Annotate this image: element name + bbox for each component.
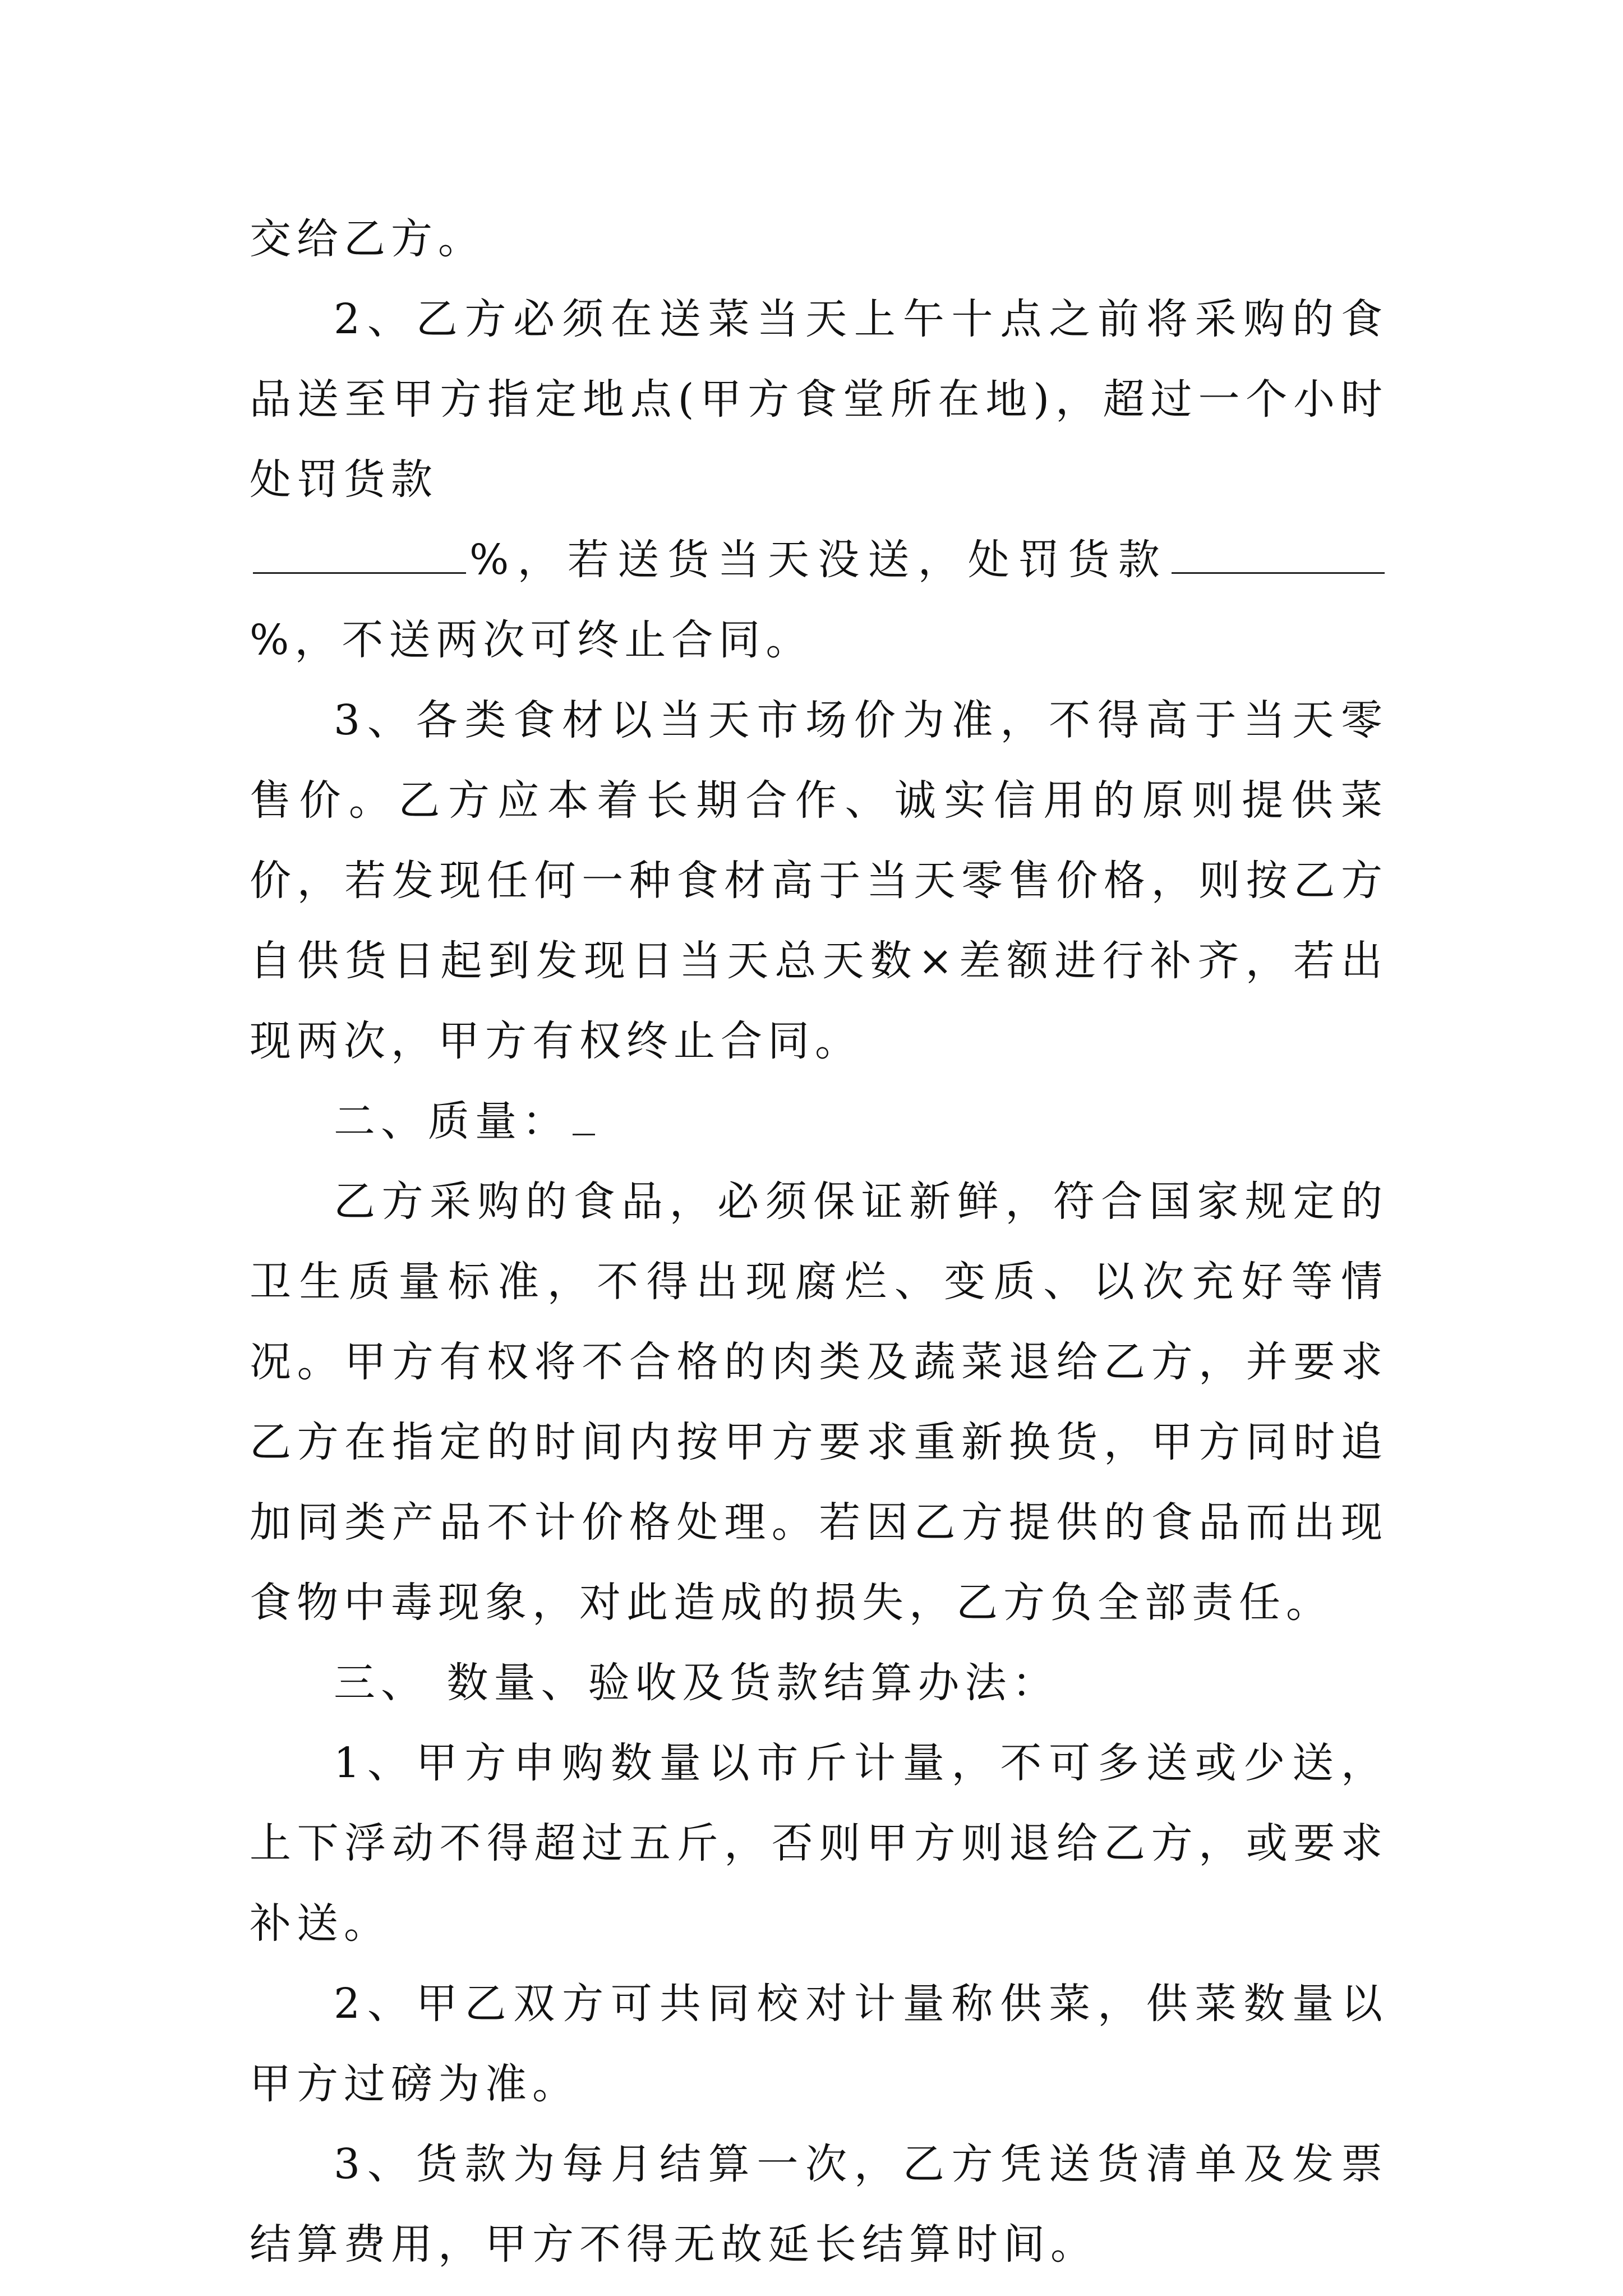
penalty-percent-blank-1 [253,533,466,574]
paragraph-continuation: 交给乙方。 [250,215,485,263]
document-body [250,199,1388,2285]
paragraph-quantity-unit: 1、甲方申购数量以市斤计量，不可多送或少送，上下浮动不得超过五斤，否则甲方则退给乙方，或要求补送。 [250,1739,1388,1948]
paragraph-pricing: 3、各类食材以当天市场价为准，不得高于当天零售价。乙方应本着长期合作、诚实信用的原则提供菜价，若发现任何一种食材高于当天零售价格，则按乙方自供货日起到发现日当天总天数×差额进行补齐，若出现两次，甲方有权终止合同。 [250,696,1388,1065]
section-heading-quantity: 三、 数量、验收及货款结算办法： [334,1659,1059,1707]
penalty-percent-blank-2 [1172,533,1385,574]
paragraph-settlement: 3、货款为每月结算一次，乙方凭送货清单及发票结算费用，甲方不得无故延长结算时间。 [250,2140,1388,2269]
paragraph-weighing: 2、甲乙双方可共同校对计量称供菜，供菜数量以甲方过磅为准。 [250,1980,1388,2108]
quality-heading-text: 二、质量： [334,1097,569,1145]
delivery-penalty-text: %，若送货当天没送，处罚货款 [469,536,1168,584]
paragraph-delivery-deadline [250,279,1388,680]
quality-blank [573,1094,595,1135]
delivery-termination-text: %，不送两次可终止合同。 [250,616,813,664]
delivery-deadline-text: 2、乙方必须在送菜当天上午十点之前将采购的食品送至甲方指定地点(甲方食堂所在地)，超过一个小时处罚货款 [250,295,1388,504]
paragraph-quality: 乙方采购的食品，必须保证新鲜，符合国家规定的卫生质量标准，不得出现腐烂、变质、以次充好等情况。甲方有权将不合格的肉类及蔬菜退给乙方，并要求乙方在指定的时间内按甲方要求重新换货，甲方同时追加同类产品不计价格处理。若因乙方提供的食品而出现食物中毒现象，对此造成的损失，乙方负全部责任。 [250,1177,1388,1627]
section-heading-quality [250,1082,1388,1162]
